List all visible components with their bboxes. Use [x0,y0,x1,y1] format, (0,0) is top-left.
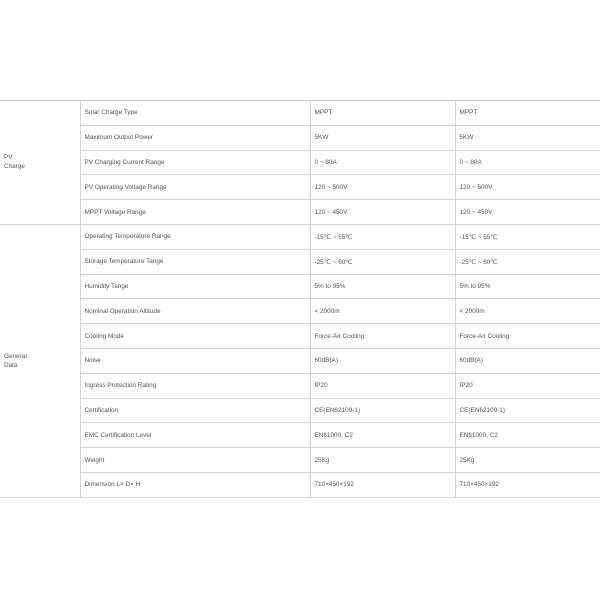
spec-table [0,100,600,498]
table-row [0,423,600,448]
param-cell: MPPT Voltage Range [80,200,310,225]
value-cell: MPPT [310,101,455,126]
param-cell: Storage Temperature Tange [80,249,310,274]
group-label-general-data [0,224,80,497]
table-row [0,101,600,126]
value-cell: IP20 [455,373,600,398]
value-cell: 25Kg [310,448,455,473]
value-cell: -25℃ ~ 60℃ [310,249,455,274]
table-row [0,299,600,324]
value-cell: CE(EN62109-1) [455,398,600,423]
value-cell: 25Kg [455,448,600,473]
param-cell: PV Charging Current Range [80,150,310,175]
param-cell: Humidity Tange [80,274,310,299]
group-label-pv-charge [0,101,80,225]
value-cell: 60dB(A) [455,348,600,373]
table-row [0,348,600,373]
value-cell: EN61000, C2 [455,423,600,448]
value-cell: 60dB(A) [310,348,455,373]
group-label-line: Charge [4,163,25,171]
table-row [0,200,600,225]
value-cell: MPPT [455,101,600,126]
value-cell: 120 ~ 450V [310,200,455,225]
value-cell: -25℃ ~ 60℃ [455,249,600,274]
table-row [0,373,600,398]
param-cell: Nominal Operation Altitude [80,299,310,324]
param-cell: EMC Certification Level [80,423,310,448]
value-cell: 5% to 95% [455,274,600,299]
param-cell: Maximum Output Power [80,125,310,150]
param-cell: PV Operating Voltage Range [80,175,310,200]
param-cell: Certification [80,398,310,423]
table-row [0,125,600,150]
value-cell: 0 ~ 80A [455,150,600,175]
param-cell: Noise [80,348,310,373]
table-row [0,249,600,274]
value-cell: Force-Air Cooling [310,324,455,349]
value-cell: 120 ~ 450V [455,200,600,225]
table-row [0,448,600,473]
param-cell: Solar Charge Type [80,101,310,126]
value-cell: -15℃ ~ 55℃ [455,224,600,249]
value-cell: EN61000, C2 [310,423,455,448]
param-cell: Ingress Protection Rating [80,373,310,398]
group-label-line: Data [4,361,18,369]
value-cell: 710×450×192 [455,472,600,497]
value-cell: 120 ~ 500V [455,175,600,200]
value-cell: CE(EN62109-1) [310,398,455,423]
table-row [0,175,600,200]
table-row [0,150,600,175]
value-cell: Force-Air Cooling [455,324,600,349]
param-cell: Cooling Mode [80,324,310,349]
group-label-line: PV [4,154,13,162]
value-cell: < 2000m [455,299,600,324]
value-cell: 5KW [455,125,600,150]
value-cell: -15℃ ~ 55℃ [310,224,455,249]
value-cell: < 2000m [310,299,455,324]
value-cell: 120 ~ 500V [310,175,455,200]
value-cell: 5% to 95% [310,274,455,299]
value-cell: IP20 [310,373,455,398]
table-row [0,398,600,423]
table-row [0,472,600,497]
value-cell: 710×450×192 [310,472,455,497]
group-label-line: General [4,352,27,360]
param-cell: Dimension L× D× H [80,472,310,497]
param-cell: Weight [80,448,310,473]
table-row [0,224,600,249]
param-cell: Operating Temperature Range [80,224,310,249]
value-cell: 0 ~ 80A [310,150,455,175]
table-row [0,274,600,299]
table-row [0,324,600,349]
value-cell: 5KW [310,125,455,150]
